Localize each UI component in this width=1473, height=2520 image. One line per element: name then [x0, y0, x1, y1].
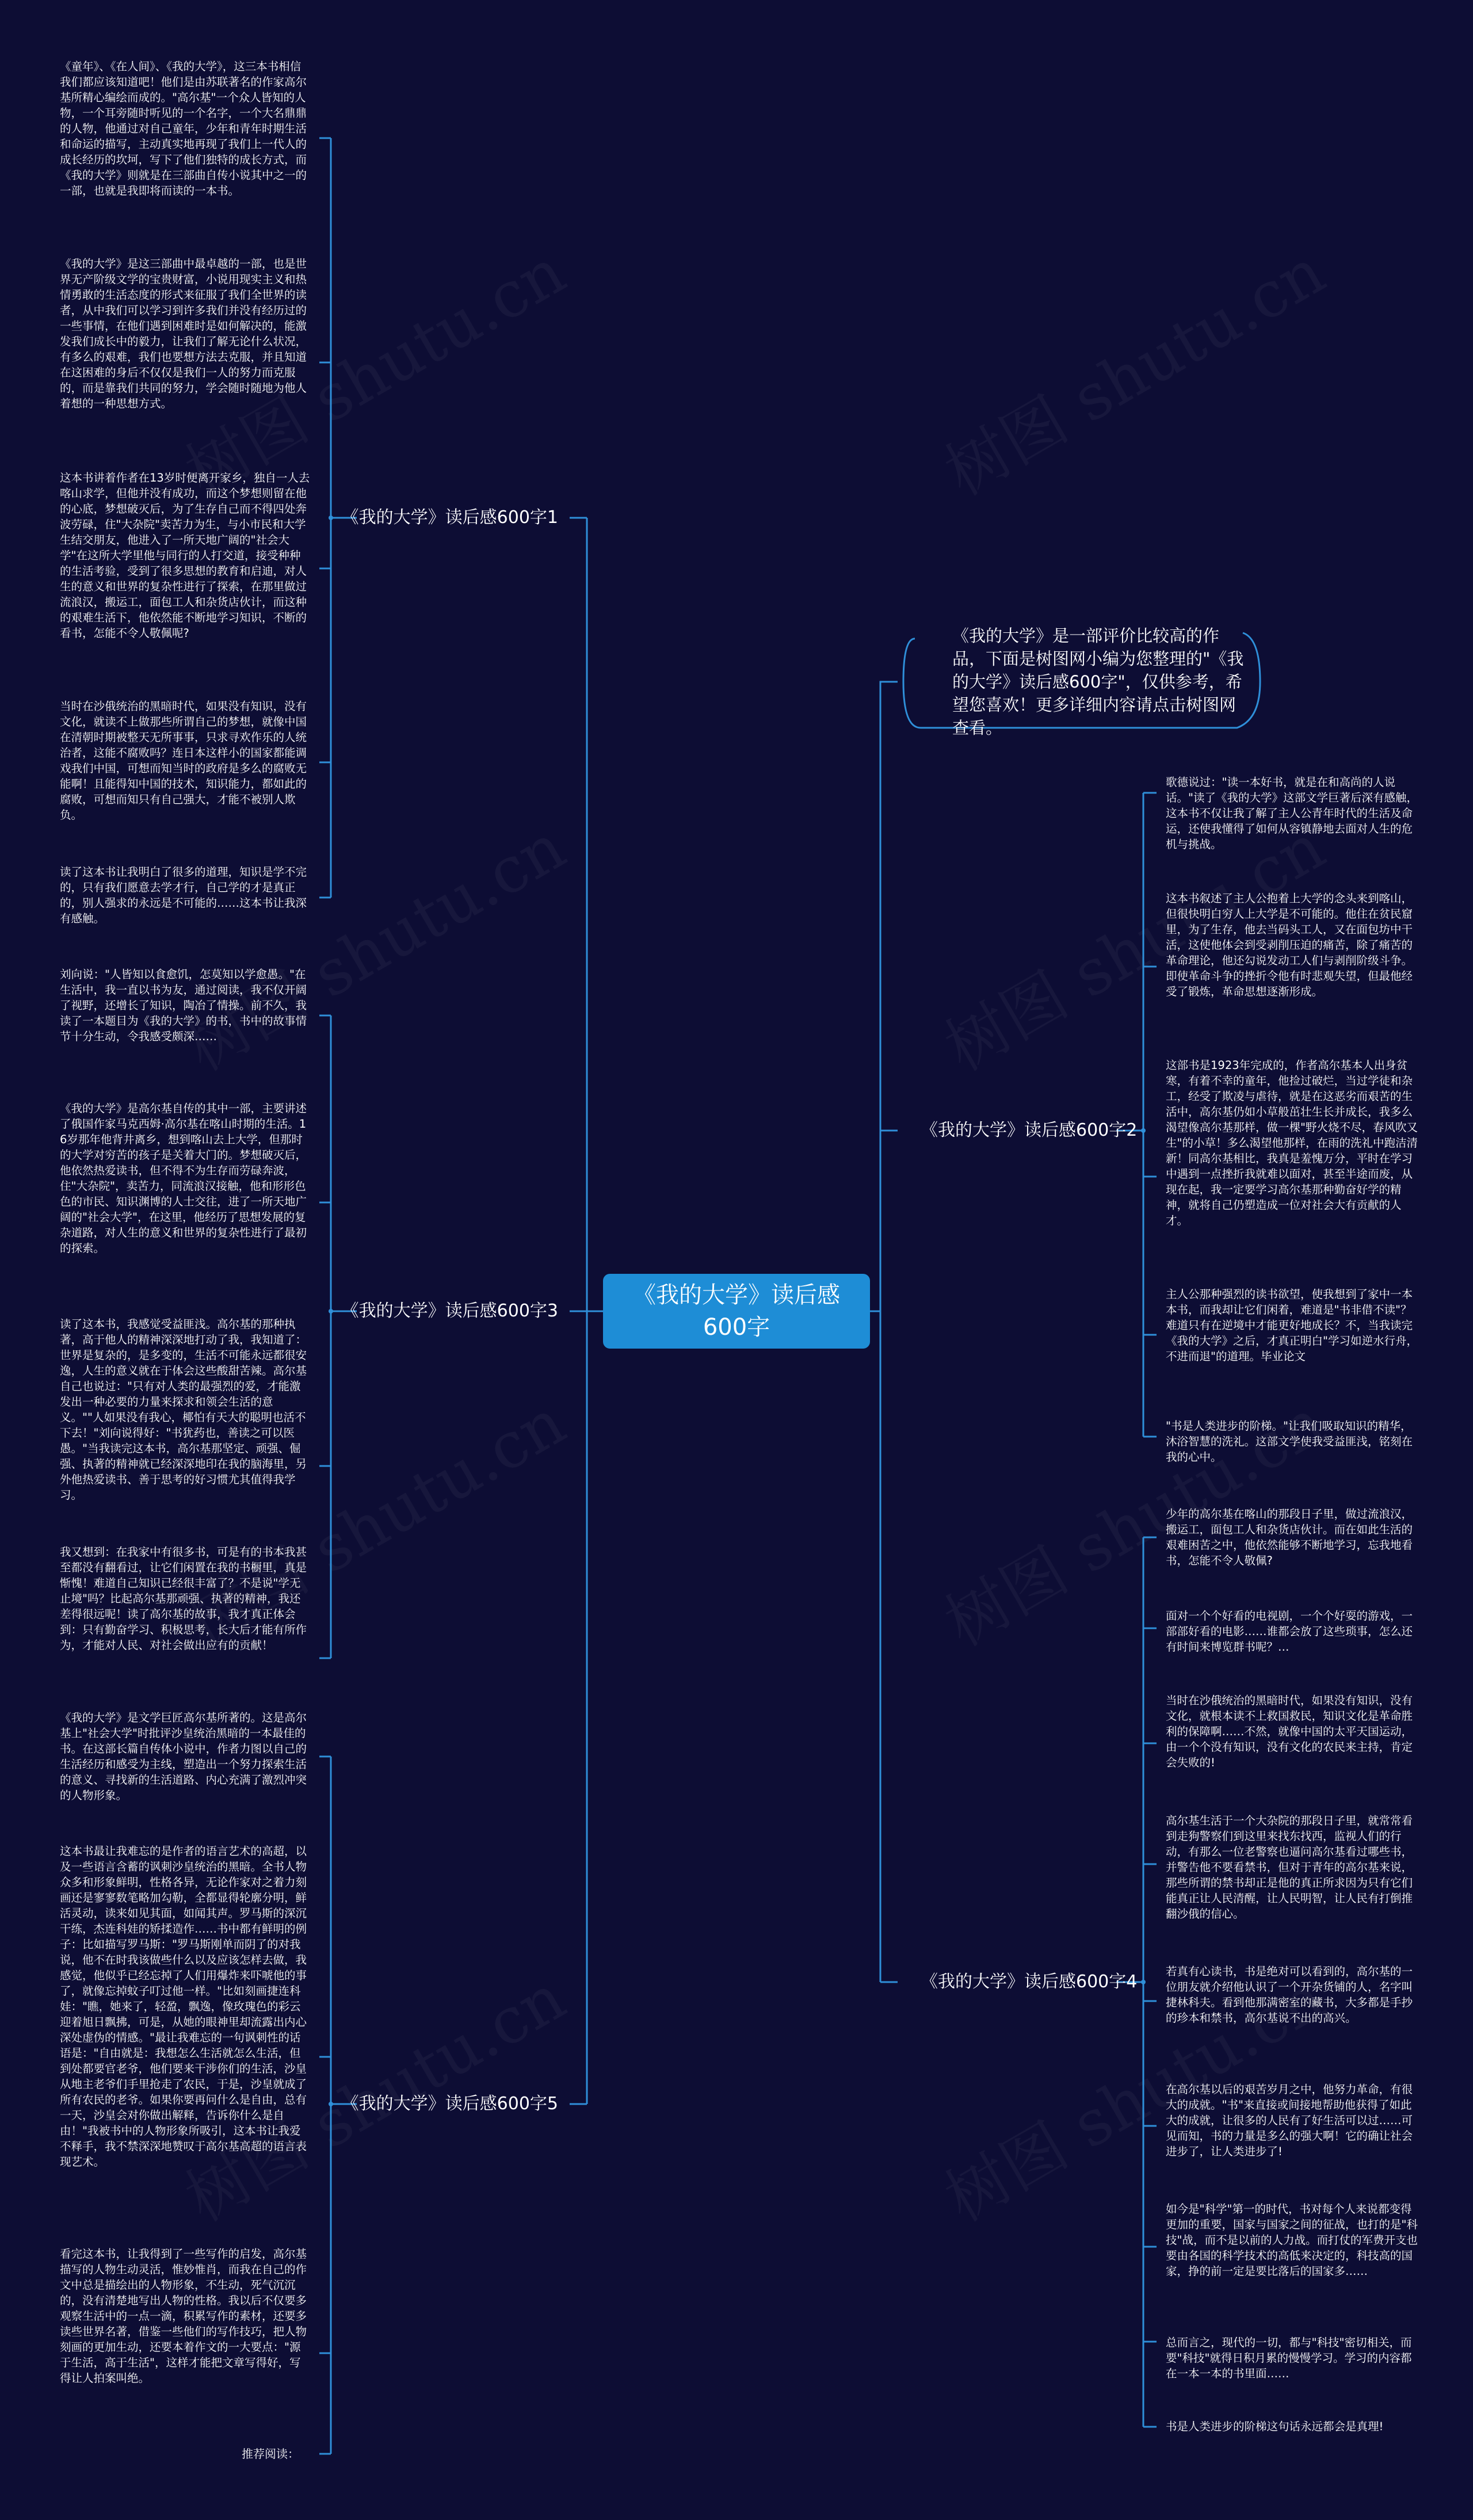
leaf-note: 若真有心读书，书是绝对可以看到的，高尔基的一位朋友就介绍他认识了一个开杂货铺的人，名字叫捷林科夫。看到他那满密室的藏书，大多都是手抄的珍本和禁书，高尔基说不出的高兴。: [1166, 1965, 1413, 2025]
leaf-note: 这本书讲着作者在13岁时便离开家乡，独自一人去喀山求学，但他并没有成功，而这个梦想则留在他的心底，梦想破灭后，为了生存自己而不得四处奔波劳碌，住"大杂院"卖苦力为生，与小市民和大学生结交朋友，他进入了一所天地广阔的"社会大学"在这所大学里他与同行的人打交道，接受种种的生活考验，受到了很多思想的教育和启迪，对人生的意义和世界的复杂性进行了探索，在那里做过流浪汉，搬运工，面包工人和杂货店伙计，而这种的艰难生活下，他依然能不断地学习知识，不断的看书，怎能不令人敬佩呢?: [60, 471, 310, 640]
branch-4[interactable]: 《我的大学》读后感600字4: [921, 1972, 1138, 1992]
connector: [870, 682, 898, 1311]
connector-dot: [1141, 1980, 1146, 1984]
branch-5[interactable]: 《我的大学》读后感600字5: [341, 2094, 558, 2114]
leaf-note: 《我的大学》是高尔基自传的其中一部，主要讲述了俄国作家马克西姆·高尔基在喀山时期的生活。16岁那年他背井离乡，想到喀山去上大学，但那时的大学对穷苦的孩子是关着大门的。梦想破灭后，他依然热爱读书，但不得不为生存而劳碌奔波，住"大杂院"，卖苦力，同流浪汉接触，他和形形色色的市民、知识渊博的人士交往，进了一所天地广阔的"社会大学"，在这里，他经历了思想发展的复杂道路，对人生的意义和世界的复杂性进行了最初的探索。: [60, 1102, 307, 1255]
leaf-note: "书是人类进步的阶梯。"让我们吸取知识的精华，沐浴智慧的洗礼。这部文学使我受益匪浅，铭刻在我的心中。: [1166, 1419, 1413, 1464]
leaf-note: 当时在沙俄统治的黑暗时代，如果没有知识，没有文化，就读不上做那些所谓自己的梦想，就像中国在清朝时期被整天无所事事，只求寻欢作乐的人统治者，这能不腐败吗？连日本这样小的国家都能调戏我们中国，可想而知当时的政府是多么的腐败无能啊！且能得知中国的技术，知识能力，都如此的腐败，可想而知只有自己强大，才能不被别人欺负。: [60, 700, 307, 822]
branch-2[interactable]: 《我的大学》读后感600字2: [921, 1120, 1138, 1140]
leaf-note: 少年的高尔基在喀山的那段日子里，做过流浪汉，搬运工，面包工人和杂货店伙计。而在如此生活的艰难困苦之中，他依然能够不断地学习，忘我地看书，怎能不令人敬佩?: [1166, 1507, 1413, 1567]
connector-dot: [1141, 1128, 1146, 1133]
leaf-note: 读了这本书让我明白了很多的道理，知识是学不完的，只有我们愿意去学才行，自己学的才是真正的，别人强求的永远是不可能的……这本书让我深有感触。: [60, 865, 307, 925]
intro-node[interactable]: 《我的大学》是一部评价比较高的作品，下面是树图网小编为您整理的"《我的大学》读后感600字"，仅供参考，希望您喜欢！更多详细内容请点击树图网查看。: [952, 626, 1244, 738]
root-node[interactable]: 《我的大学》读后感600字: [603, 1274, 870, 1349]
leaf-note: 《我的大学》是文学巨匠高尔基所著的。这是高尔基上"社会大学"时批评沙皇统治黑暗的一本最佳的书。在这部长篇自传体小说中，作者力图以自己的生活经历和感受为主线，塑造出一个努力探索生活的意义、寻找新的生活道路、内心充满了激烈冲突的人物形象。: [60, 1711, 307, 1802]
leaf-note: 《童年》、《在人间》、《我的大学》，这三本书相信我们都应该知道吧！他们是由苏联著名的作家高尔基所精心编绘而成的。"高尔基"一个众人皆知的人物，一个耳旁随时听见的一个名字，一个大名鼎鼎的人物，他通过对自己童年，少年和青年时期生活和命运的描写，主动真实地再现了我们上一代人的成长经历的坎坷，写下了他们独特的成长方式，而《我的大学》则就是在三部曲自传小说其中之一的一部，也就是我即将而读的一本书。: [60, 60, 307, 197]
leaf-note: 刘向说："人皆知以食愈饥，怎莫知以学愈愚。"在生活中，我一直以书为友，通过阅读，我不仅开阔了视野，还增长了知识，陶冶了情操。前不久，我读了一本题目为《我的大学》的书，书中的故事情节十分生动，令我感受颇深……: [60, 968, 307, 1043]
leaf-note: 在高尔基以后的艰苦岁月之中，他努力革命，有很大的成就。"书"来直接或间接地帮助他获得了如此大的成就，让很多的人民有了好生活可以过……可见而知，书的力量是多么的强大啊！它的确让社会进步了，让人类进步了!: [1166, 2083, 1413, 2158]
leaf-note: 书是人类进步的阶梯这句话永远都会是真理!: [1166, 2420, 1384, 2433]
branch-3[interactable]: 《我的大学》读后感600字3: [341, 1301, 558, 1321]
leaf-note: 当时在沙俄统治的黑暗时代，如果没有知识，没有文化，就根本读不上救国救民，知识文化是革命胜利的保障啊……不然，就像中国的太平天国运动，由一个个没有知识，没有文化的农民来主持，肯定会失败的!: [1166, 1694, 1413, 1769]
leaf-note: 如今是"科学"第一的时代，书对每个人来说都变得更加的重要，国家与国家之间的征战，也打的是"科技"战，而不是以前的人力战。而打仗的军费开支也要由各国的科学技术的高低来决定的，科技高的国家，挣的前一定是要比落后的国家多……: [1166, 2202, 1418, 2278]
leaf-note: 总而言之，现代的一切，都与"科技"密切相关，而要"科技"就得日积月累的慢慢学习。学习的内容都在一本一本的书里面……: [1166, 2336, 1412, 2380]
leaf-note: 《我的大学》是这三部曲中最卓越的一部，也是世界无产阶级文学的宝贵财富，小说用现实主义和热情勇敢的生活态度的形式来征服了我们全世界的读者，从中我们可以学习到许多我们并没有经历过的一些事情，在他们遇到困难时是如何解决的，能激发我们成长中的毅力，让我们了解无论什么状况，有多么的艰难，我们也要想方法去克服，并且知道在这困难的身后不仅仅是我们一人的努力而克服的，而是靠我们共同的努力，学会随时随地为他人着想的一种思想方式。: [60, 257, 307, 410]
recommended-reading-label[interactable]: 推荐阅读：: [242, 2447, 299, 2461]
leaf-note: 高尔基生活于一个大杂院的那段日子里，就常常看到走狗警察们到这里来找东找西，监视人们的行动，有那么一位老警察也逼问高尔基看过哪些书，并警告他不要看禁书，但对于青年的高尔基来说，那些所谓的禁书却正是他的真正所求因为只有它们能真正让人民清醒，让人民明智，让人民有打倒推翻沙俄的信心。: [1166, 1814, 1413, 1920]
leaf-note: 读了这本书，我感觉受益匪浅。高尔基的那种执著，高于他人的精神深深地打动了我，我知道了：世界是复杂的，是多变的，生活不可能永远都很安逸，人生的意义就在于体会这些酸甜苦辣。高尔基自己也说过："只有对人类的最强烈的爱，才能激发出一种必要的力量来探求和领会生活的意义。""人如果没有我心，椰怕有天大的聪明也活不下去！"刘向说得好："书犹药也，善读之可以医愚。"当我读完这本书，高尔基那坚定、顽强、倔强、执著的精神就已经深深地印在我的脑海里，另外他热爱读书、善于思考的好习惯尤其值得我学习。: [60, 1318, 307, 1502]
leaf-note: 这本书最让我难忘的是作者的语言艺术的高超，以及一些语言含蓄的讽刺沙皇统治的黑暗。全书人物众多和形象鲜明，性格各异，无论作家对之着力刻画还是寥寥数笔略加勾勒，全都显得轮廓分明，鲜活灵动，读来如见其面，如闻其声。罗马斯的深沉干练，杰连科娃的矫揉造作……书中都有鲜明的例子：比如描写罗马斯："罗马斯刚单而阴了的对我说，他不在时我该做些什么以及应该怎样去做，我感觉，他似乎已经忘掉了人们用爆炸来吓唬他的事了，就像忘掉蚊子叮过他一样。"比如刻画捷连科娃："瞧，她来了，轻盈，飘逸，像玫瑰色的彩云迎着旭日飘拂，可是，从她的眼神里却流露出内心深处虚伪的情感。"最让我难忘的一句讽刺性的话语是："自由就是：我想怎么生活就怎么生活，但到处都要官老爷，他们要来干涉你们的生活，沙皇从地主老爷们手里抢走了农民，于是，沙皇就成了所有农民的老爷。如果你要再问什么是自由，总有一天，沙皇会对你做出解释，告诉你什么是自由！"我被书中的人物形象所吸引，这本书让我爱不释手，我不禁深深地赞叹于高尔基高超的语言表现艺术。: [60, 1845, 307, 2168]
leaf-note: 这本书叙述了主人公抱着上大学的念头来到喀山，但很快明白穷人上大学是不可能的。他住在贫民窟里，为了生存，他去当码头工人，又在面包坊中干活，这使他体会到受剥削压迫的痛苦，除了痛苦的革命理论，他还勾说发动工人们与剥削阶级斗争。即使革命斗争的挫折令他有时悲观失望，但最他经受了锻炼，革命思想逐渐形成。: [1166, 892, 1413, 998]
connector-dot: [329, 1309, 333, 1314]
connector-dot: [329, 2102, 333, 2106]
leaf-note: 这部书是1923年完成的，作者高尔基本人出身贫寒，有着不幸的童年，他捡过破烂，当过学徒和杂工，经受了欺凌与虐待，就是在这恶劣而艰苦的生活中，高尔基仍如小草般茁壮生长并成长，我多么渴望像高尔基那样，做一棵"野火烧不尽，春风吹又生"的小草！多么渴望他那样，在雨的洗礼中跑洁清新！同高尔基相比，我真是羞愧万分，平时在学习中遇到一点挫折我就难以面对，甚至半途而废，从现在起，我一定要学习高尔基那种勤奋好学的精神，就将自己仍塑造成一位对社会大有贡献的人才。: [1166, 1059, 1418, 1227]
leaf-note: 我又想到：在我家中有很多书，可是有的书本我甚至都没有翻看过，让它们闲置在我的书橱里，真是惭愧！难道自己知识已经很丰富了？不是说"学无止境"吗？比起高尔基那顽强、执著的精神，我还差得很远呢！读了高尔基的故事，我才真正体会到：只有勤奋学习、积极思考，长大后才能有所作为，才能对人民、对社会做出应有的贡献！: [60, 1545, 307, 1652]
branch-1[interactable]: 《我的大学》读后感600字1: [341, 507, 558, 528]
leaf-note: 主人公那种强烈的读书欲望，使我想到了家中一本本书，而我却让它们闲着，难道是"书非借不读"？难道只有在逆境中才能更好地成长？不，当我读完《我的大学》之后，才真正明白"学习如逆水行舟，不进而退"的道理。毕业论文: [1166, 1288, 1418, 1363]
leaf-note: 看完这本书，让我得到了一些写作的启发，高尔基描写的人物生动灵活，惟妙惟肖，而我在自己的作文中总是描绘出的人物形象，不生动，死气沉沉的，没有清楚地写出人物的性格。我以后不仅要多观察生活中的一点一滴，积累写作的素材，还要多读些世界名著，借鉴一些他们的写作技巧，把人物刻画的更加生动，还要本着作文的一大要点："源于生活，高于生活"，这样才能把文章写得好，写得让人拍案叫绝。: [60, 2247, 307, 2385]
leaf-note: 面对一个个好看的电视剧，一个个好耍的游戏，一部部好看的电影……谁都会放了这些琐事，怎么还有时间来博览群书呢？…: [1166, 1609, 1413, 1654]
connector-dot: [329, 516, 333, 520]
leaf-note: 歌德说过："读一本好书，就是在和高尚的人说话。"读了《我的大学》这部文学巨著后深有感触，这本书不仅让我了解了主人公青年时代的生活及命运，还使我懂得了如何从容镇静地去面对人生的危机与挑战。: [1166, 776, 1418, 851]
